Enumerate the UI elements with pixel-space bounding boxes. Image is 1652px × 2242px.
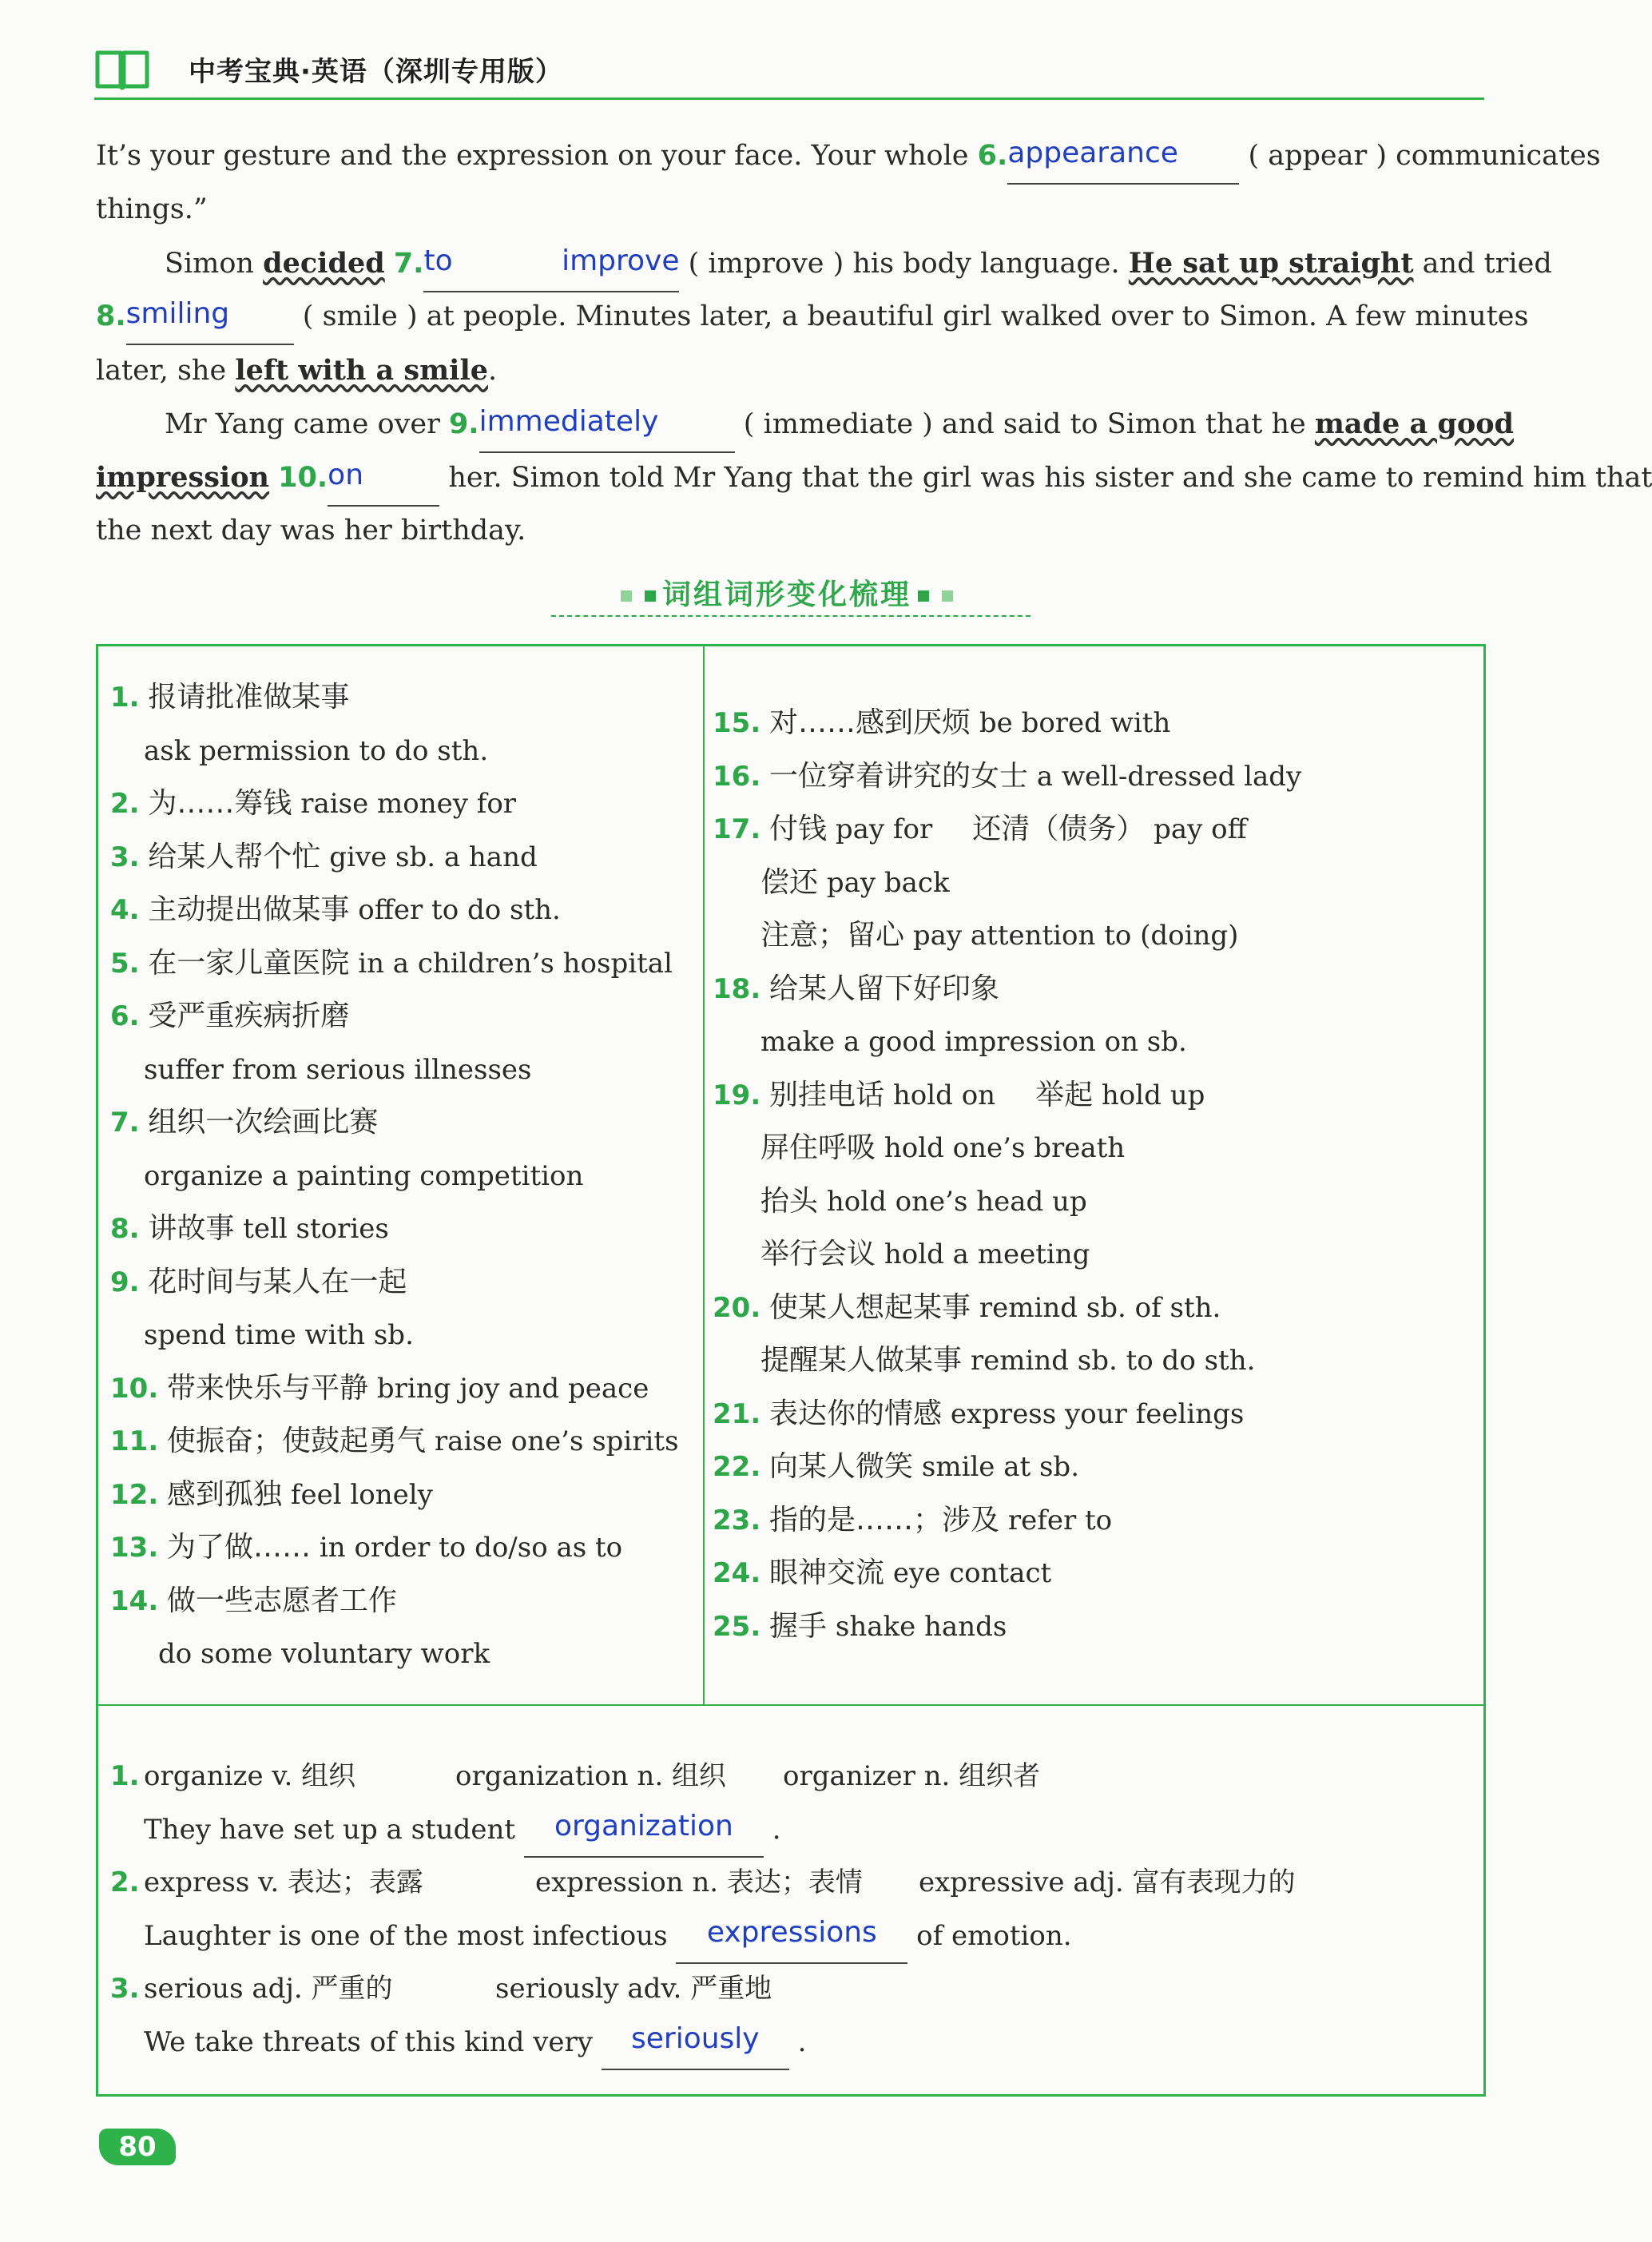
phrase-item [713, 1547, 1471, 1600]
passage-line-5: later, she left with a smile. [96, 354, 498, 387]
phrase-number: 13. [110, 1532, 159, 1564]
phrase-english: raise one’s spirits [434, 1425, 679, 1457]
phrase-item [713, 1494, 1471, 1548]
phrase-chinese: 向某人微笑 [769, 1450, 914, 1483]
phrase-chinese: 提醒某人做某事 [760, 1344, 963, 1377]
phrase-chinese: 还清（债务） [972, 813, 1146, 845]
word-forms-section [110, 1750, 1468, 2069]
phrase-english: pay for [835, 813, 933, 845]
passage-line-8: the next day was her birthday. [96, 515, 526, 547]
phrase-chinese: 表达你的情感 [769, 1397, 943, 1430]
phrase-number: 21. [713, 1397, 761, 1430]
passage-line-1: It’s your gesture and the expression on your face. Your whole 6. appearance ( appear ) communicates [96, 129, 1484, 185]
header-rule [94, 97, 1484, 100]
phrase-number: 9. [110, 1266, 140, 1298]
phrase-item [110, 1202, 693, 1256]
phrase-item [713, 803, 1471, 857]
phrase-english: pay off [1154, 813, 1247, 845]
blank-6[interactable] [1007, 129, 1239, 185]
answer-8: smiling [125, 297, 230, 330]
phrase-chinese: 屏住呼吸 [760, 1131, 876, 1164]
passage-line-6: Mr Yang came over 9. immediately ( immediate ) and said to Simon that he made a good [165, 397, 1484, 453]
phrase-chinese: 对……感到厌烦 [769, 706, 971, 739]
phrase-alt [1035, 1079, 1205, 1111]
word-form-answer: seriously [630, 2021, 760, 2055]
sentence-text: They have set up a student [144, 1813, 516, 1846]
phrase-chinese: 一位穿着讲究的女士 [769, 759, 1029, 793]
word-form-row [110, 1962, 1468, 2016]
phrase-sub-item [713, 1228, 1471, 1282]
word-form-number: 2. [110, 1866, 140, 1898]
word-form-row [110, 1750, 1468, 1803]
phrase-english: shake hands [835, 1610, 1007, 1643]
word-form: expressive adj. 富有表现力的 [919, 1866, 1296, 1898]
phrase-english: smile at sb. [921, 1451, 1080, 1483]
phrase-number: 24. [713, 1557, 761, 1589]
blank-10[interactable] [328, 451, 439, 507]
phrase-item [713, 1600, 1471, 1654]
phrase-number: 3. [110, 841, 140, 873]
phrase-item [110, 777, 693, 831]
phrase-chinese: 使某人想起某事 [769, 1290, 971, 1324]
phrase-item [110, 831, 693, 884]
phrase-english: feel lonely [290, 1478, 433, 1511]
phrase-chinese: 给某人留下好印象 [769, 972, 1000, 1005]
answer-10: on [328, 459, 364, 491]
passage-line-3: Simon decided 7. to improve ( improve ) his body language. He sat up straight and tried [165, 237, 1484, 292]
phrase-number: 5. [110, 947, 140, 980]
phrase-number: 8. [110, 1213, 140, 1245]
phrases-right-column [713, 697, 1471, 1653]
phrase-chinese: 付钱 [769, 813, 828, 845]
phrase-chinese: 给某人帮个忙 [148, 840, 321, 873]
phrase-chinese: 使振奋；使鼓起勇气 [167, 1425, 427, 1457]
section-title: 词组词形变化梳理 [551, 572, 1023, 613]
phrase-english: spend time with sb. [144, 1319, 414, 1351]
blank-7[interactable] [423, 237, 679, 292]
phrase-item [713, 1282, 1471, 1335]
phrase-chinese: 主动提出做某事 [148, 893, 350, 926]
phrase-chinese: 组织一次绘画比赛 [148, 1106, 379, 1139]
phrase-number: 12. [110, 1478, 159, 1511]
word-form-answer: expressions [706, 1915, 877, 1949]
phrase-english: give sb. a hand [329, 841, 538, 873]
word-form-number: 3. [110, 1973, 140, 2005]
passage-line-4: 8. smiling ( smile ) at people. Minutes later, a beautiful girl walked over to Simon. A few minutes [96, 290, 1484, 345]
phrase-english: hold up [1101, 1079, 1205, 1111]
phrase-item [110, 1469, 693, 1522]
word-form: serious adj. 严重的 [144, 1973, 393, 2005]
word-form-sentence [110, 1803, 1468, 1857]
phrase-english: hold on [892, 1079, 996, 1111]
phrases-left-column [110, 671, 693, 1681]
phrase-item [110, 1362, 693, 1416]
phrase-number: 1. [110, 682, 140, 714]
phrase-english-line [713, 1016, 1471, 1069]
phrase-english: in a children’s hospital [358, 947, 673, 980]
word-form-sentence [110, 2016, 1468, 2069]
phrase-item [713, 750, 1471, 804]
sentence-text: We take threats of this kind very [144, 2025, 593, 2058]
blank-8[interactable] [126, 290, 294, 345]
word-form-blank[interactable] [676, 1910, 907, 1965]
blank-9[interactable] [479, 398, 735, 453]
phrase-item [110, 990, 693, 1043]
phrase-item [110, 1096, 693, 1150]
word-form: organization n. 组织 [455, 1760, 726, 1792]
phrase-chinese: 讲故事 [148, 1212, 235, 1245]
answer-9: immediately [479, 405, 659, 438]
phrase-chinese: 报请批准做某事 [148, 681, 350, 714]
header-title: 中考宝典·英语（深圳专用版） [189, 56, 563, 88]
phrase-english: hold a meeting [884, 1238, 1090, 1270]
phrase-chinese: 握手 [769, 1609, 828, 1643]
phrase-chinese: 别挂电话 [769, 1078, 885, 1111]
book-icon [94, 46, 150, 91]
phrase-item [713, 1441, 1471, 1494]
word-form-blank[interactable] [524, 1803, 764, 1858]
phrase-english: eye contact [892, 1557, 1052, 1589]
phrase-chinese: 为……筹钱 [148, 787, 292, 820]
word-form-answer: organization [554, 1809, 733, 1842]
word-form: expression n. 表达；表情 [535, 1866, 863, 1898]
phrase-number: 7. [110, 1107, 140, 1139]
phrase-number: 19. [713, 1079, 761, 1111]
phrase-english: do some voluntary work [158, 1638, 490, 1670]
phrase-english: refer to [1007, 1504, 1113, 1536]
phrase-english-line [110, 1150, 693, 1203]
phrase-number: 23. [713, 1504, 761, 1536]
page-number: 80 [99, 2129, 176, 2165]
phrase-english: a well-dressed lady [1036, 760, 1302, 793]
phrase-item [110, 937, 693, 991]
phrase-number: 20. [713, 1291, 761, 1324]
phrase-english: hold one’s breath [884, 1132, 1126, 1164]
phrase-english: express your feelings [950, 1397, 1245, 1430]
phrase-number: 4. [110, 894, 140, 926]
word-form-blank[interactable] [602, 2016, 789, 2071]
phrase-english: ask permission to do sth. [144, 734, 489, 767]
passage-line-7: impression 10. on her. Simon told Mr Yang that the girl was his sister and she came to remind him that [96, 451, 1484, 507]
box-divider [97, 1704, 1484, 1706]
phrase-number: 2. [110, 788, 140, 820]
phrase-english: remind sb. of sth. [979, 1291, 1221, 1324]
phrase-english: tell stories [243, 1213, 389, 1245]
phrase-english-line [110, 725, 693, 778]
phrase-chinese: 注意；留心 [760, 919, 905, 952]
word-form-number: 1. [110, 1760, 140, 1792]
phrase-item [110, 671, 693, 725]
sentence-text: . [772, 1813, 781, 1846]
sentence-text: of emotion. [916, 1919, 1072, 1952]
phrase-item [110, 1415, 693, 1469]
phrase-english-line [110, 1309, 693, 1362]
phrase-number: 10. [110, 1372, 159, 1405]
phrase-english: pay attention to (doing) [912, 920, 1239, 952]
phrase-item [713, 1388, 1471, 1441]
phrase-item [713, 1069, 1471, 1123]
phrase-number: 15. [713, 707, 761, 739]
phrase-chinese: 指的是……；涉及 [769, 1503, 1000, 1536]
phrase-sub-item [713, 1122, 1471, 1175]
phrase-item [110, 1256, 693, 1310]
answer-7: to improve [423, 244, 680, 277]
phrase-chinese: 偿还 [760, 865, 819, 899]
passage-line-2: things.” [96, 193, 208, 225]
phrase-english: suffer from serious illnesses [144, 1053, 532, 1086]
phrase-item [110, 1521, 693, 1575]
phrase-sub-item [713, 857, 1471, 910]
phrase-number: 11. [110, 1425, 159, 1457]
phrase-sub-item [713, 909, 1471, 963]
phrase-item [110, 1575, 693, 1628]
answer-6: appearance [1007, 137, 1178, 169]
phrase-english: organize a painting competition [144, 1159, 584, 1192]
column-divider [703, 646, 705, 1704]
phrase-english: bring joy and peace [376, 1372, 649, 1405]
phrase-chinese: 举行会议 [760, 1238, 876, 1270]
phrase-number: 6. [110, 1000, 140, 1032]
phrase-english: hold one’s head up [826, 1185, 1087, 1218]
phrase-chinese: 花时间与某人在一起 [148, 1265, 407, 1298]
word-form: seriously adv. 严重地 [495, 1973, 772, 2005]
phrase-alt [972, 813, 1247, 845]
phrase-sub-item [713, 1334, 1471, 1388]
sentence-text: . [797, 2025, 807, 2058]
phrase-item [110, 884, 693, 937]
word-form: organize v. 组织 [144, 1760, 356, 1792]
phrase-number: 14. [110, 1584, 159, 1617]
phrase-chinese: 感到孤独 [167, 1477, 283, 1511]
phrase-chinese: 眼神交流 [769, 1556, 885, 1589]
phrase-sub-item [713, 1175, 1471, 1229]
phrase-english: be bored with [979, 707, 1171, 739]
phrase-number: 17. [713, 813, 761, 845]
phrase-english: pay back [826, 866, 950, 899]
phrase-english: remind sb. to do sth. [970, 1345, 1256, 1377]
section-title-underline [551, 615, 1031, 617]
phrase-english-line [110, 1043, 693, 1097]
phrase-chinese: 举起 [1035, 1078, 1094, 1111]
word-form-sentence [110, 1910, 1468, 1963]
page-header [94, 42, 1484, 99]
word-form: organizer n. 组织者 [783, 1760, 1041, 1792]
phrase-english: make a good impression on sb. [760, 1026, 1187, 1058]
phrase-chinese: 在一家儿童医院 [148, 946, 350, 980]
sentence-text: Laughter is one of the most infectious [144, 1919, 668, 1952]
phrase-english-line [110, 1628, 693, 1681]
phrase-chinese: 做一些志愿者工作 [167, 1584, 398, 1617]
phrase-english: offer to do sth. [358, 894, 561, 926]
phrase-chinese: 抬头 [760, 1184, 819, 1218]
phrase-chinese: 带来快乐与平静 [167, 1371, 369, 1405]
phrase-chinese: 为了做…… [167, 1531, 312, 1564]
phrase-item [713, 963, 1471, 1016]
phrase-english: raise money for [300, 788, 517, 820]
phrase-chinese: 受严重疾病折磨 [148, 1000, 350, 1032]
word-form-row [110, 1856, 1468, 1910]
phrase-item [713, 697, 1471, 750]
phrase-number: 25. [713, 1610, 761, 1643]
phrase-number: 22. [713, 1451, 761, 1483]
phrase-number: 18. [713, 972, 761, 1005]
phrase-english: in order to do/so as to [319, 1532, 623, 1564]
word-form: express v. 表达；表露 [144, 1866, 423, 1898]
phrase-number: 16. [713, 760, 761, 793]
